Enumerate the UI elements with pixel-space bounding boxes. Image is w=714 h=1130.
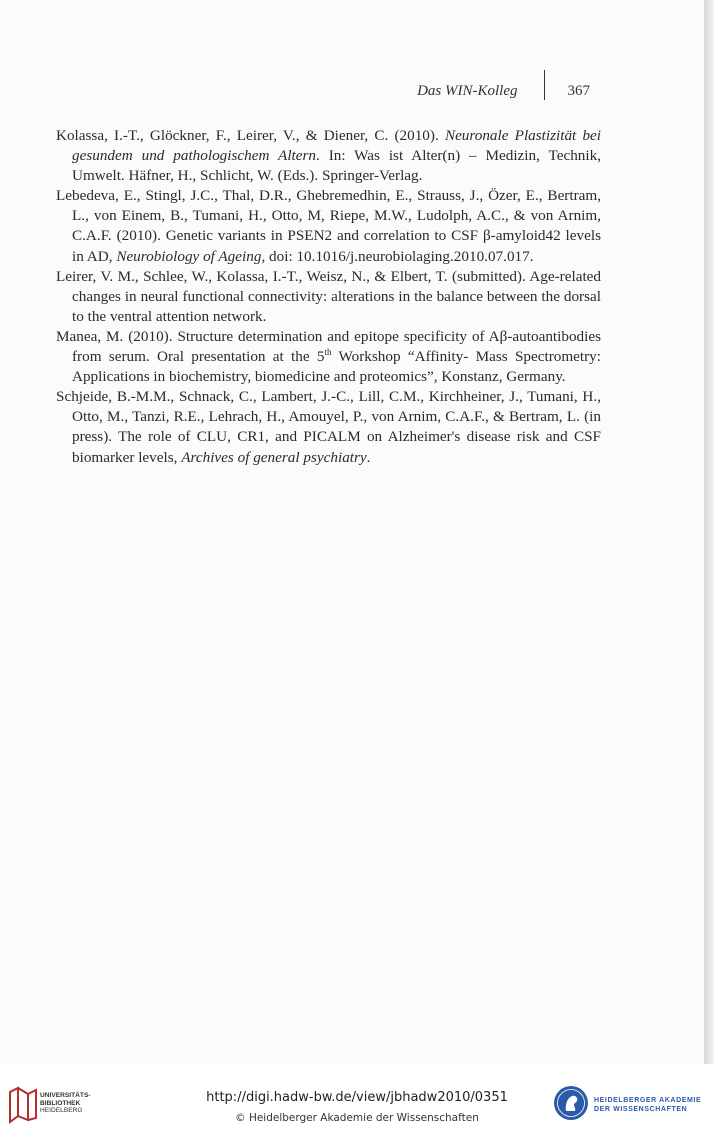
page-number: 367 (567, 82, 590, 99)
running-header (417, 76, 590, 106)
running-title: Das WIN-Kolleg (417, 82, 518, 99)
reference-item: Kolassa, I.-T., Glöckner, F., Leirer, V., & Diener, C. (2010). Neuronale Plastizität bei gesundem und pathologischem Altern. In: Was ist Alter(n) – Medizin, Technik, Umwelt. Häfner, H., Schlicht, W. (Eds.). Springer-Verlag. (56, 127, 602, 185)
academy-name: HEIDELBERGER AKADEMIE DER WISSENSCHAFTEN (594, 1097, 702, 1113)
reference-item: Leirer, V. M., Schlee, W., Kolassa, I.-T., Weisz, N., & Elbert, T. (submitted). Age-related changes in neural functional connectivity: alterations in the balance between the dorsal to the ventral attention network. (56, 267, 601, 325)
reference-item: Lebedeva, E., Stingl, J.C., Thal, D.R., Ghebremedhin, E., Strauss, J., Özer, E., Bertram, L., von Einem, B., Tumani, H., Otto, M, Riepe, M.W., Ludolph, A.C., & von Arnim, C.A.F. (2010). Genetic variants in PSEN2 and correlation to CSF β-amyloid42 levels in AD, Neurobiology of Ageing, doi: 10.1016/j.neurobiolaging.2010.07.017. (56, 187, 601, 265)
reference-item: Schjeide, B.-M.M., Schnack, C., Lambert, J.-C., Lill, C.M., Kirchheiner, J., Tumani, H., Otto, M., Tanzi, R.E., Lehrach, H., Amouyel, P., von Arnim, C.A.F., & Bertram, L. (in press). The role of CLU, CR1, and PICALM on Alzheimer's disease risk and CSF biomarker levels, Archives of general psychiatry. (56, 388, 601, 466)
academy-seal-icon (553, 1085, 589, 1121)
permalink-url[interactable]: http://digi.hadw-bw.de/view/jbhadw2010/0351 (206, 1090, 508, 1105)
copyright-notice: © Heidelberger Akademie der Wissenschaften (235, 1112, 479, 1124)
page-edge-shadow (704, 0, 714, 1064)
reference-list (56, 126, 601, 468)
header-divider (544, 70, 545, 100)
university-library-name: UNIVERSITÄTS- BIBLIOTHEK HEIDELBERG (40, 1092, 91, 1115)
reference-item: Manea, M. (2010). Structure determination and epitope specificity of Aβ-autoantibodies from serum. Oral presentation at the 5th Workshop “Affinity- Mass Spectrometry: Applications in biochemistry, biomedicine and proteomics”, Konstanz, Germany. (56, 327, 601, 386)
